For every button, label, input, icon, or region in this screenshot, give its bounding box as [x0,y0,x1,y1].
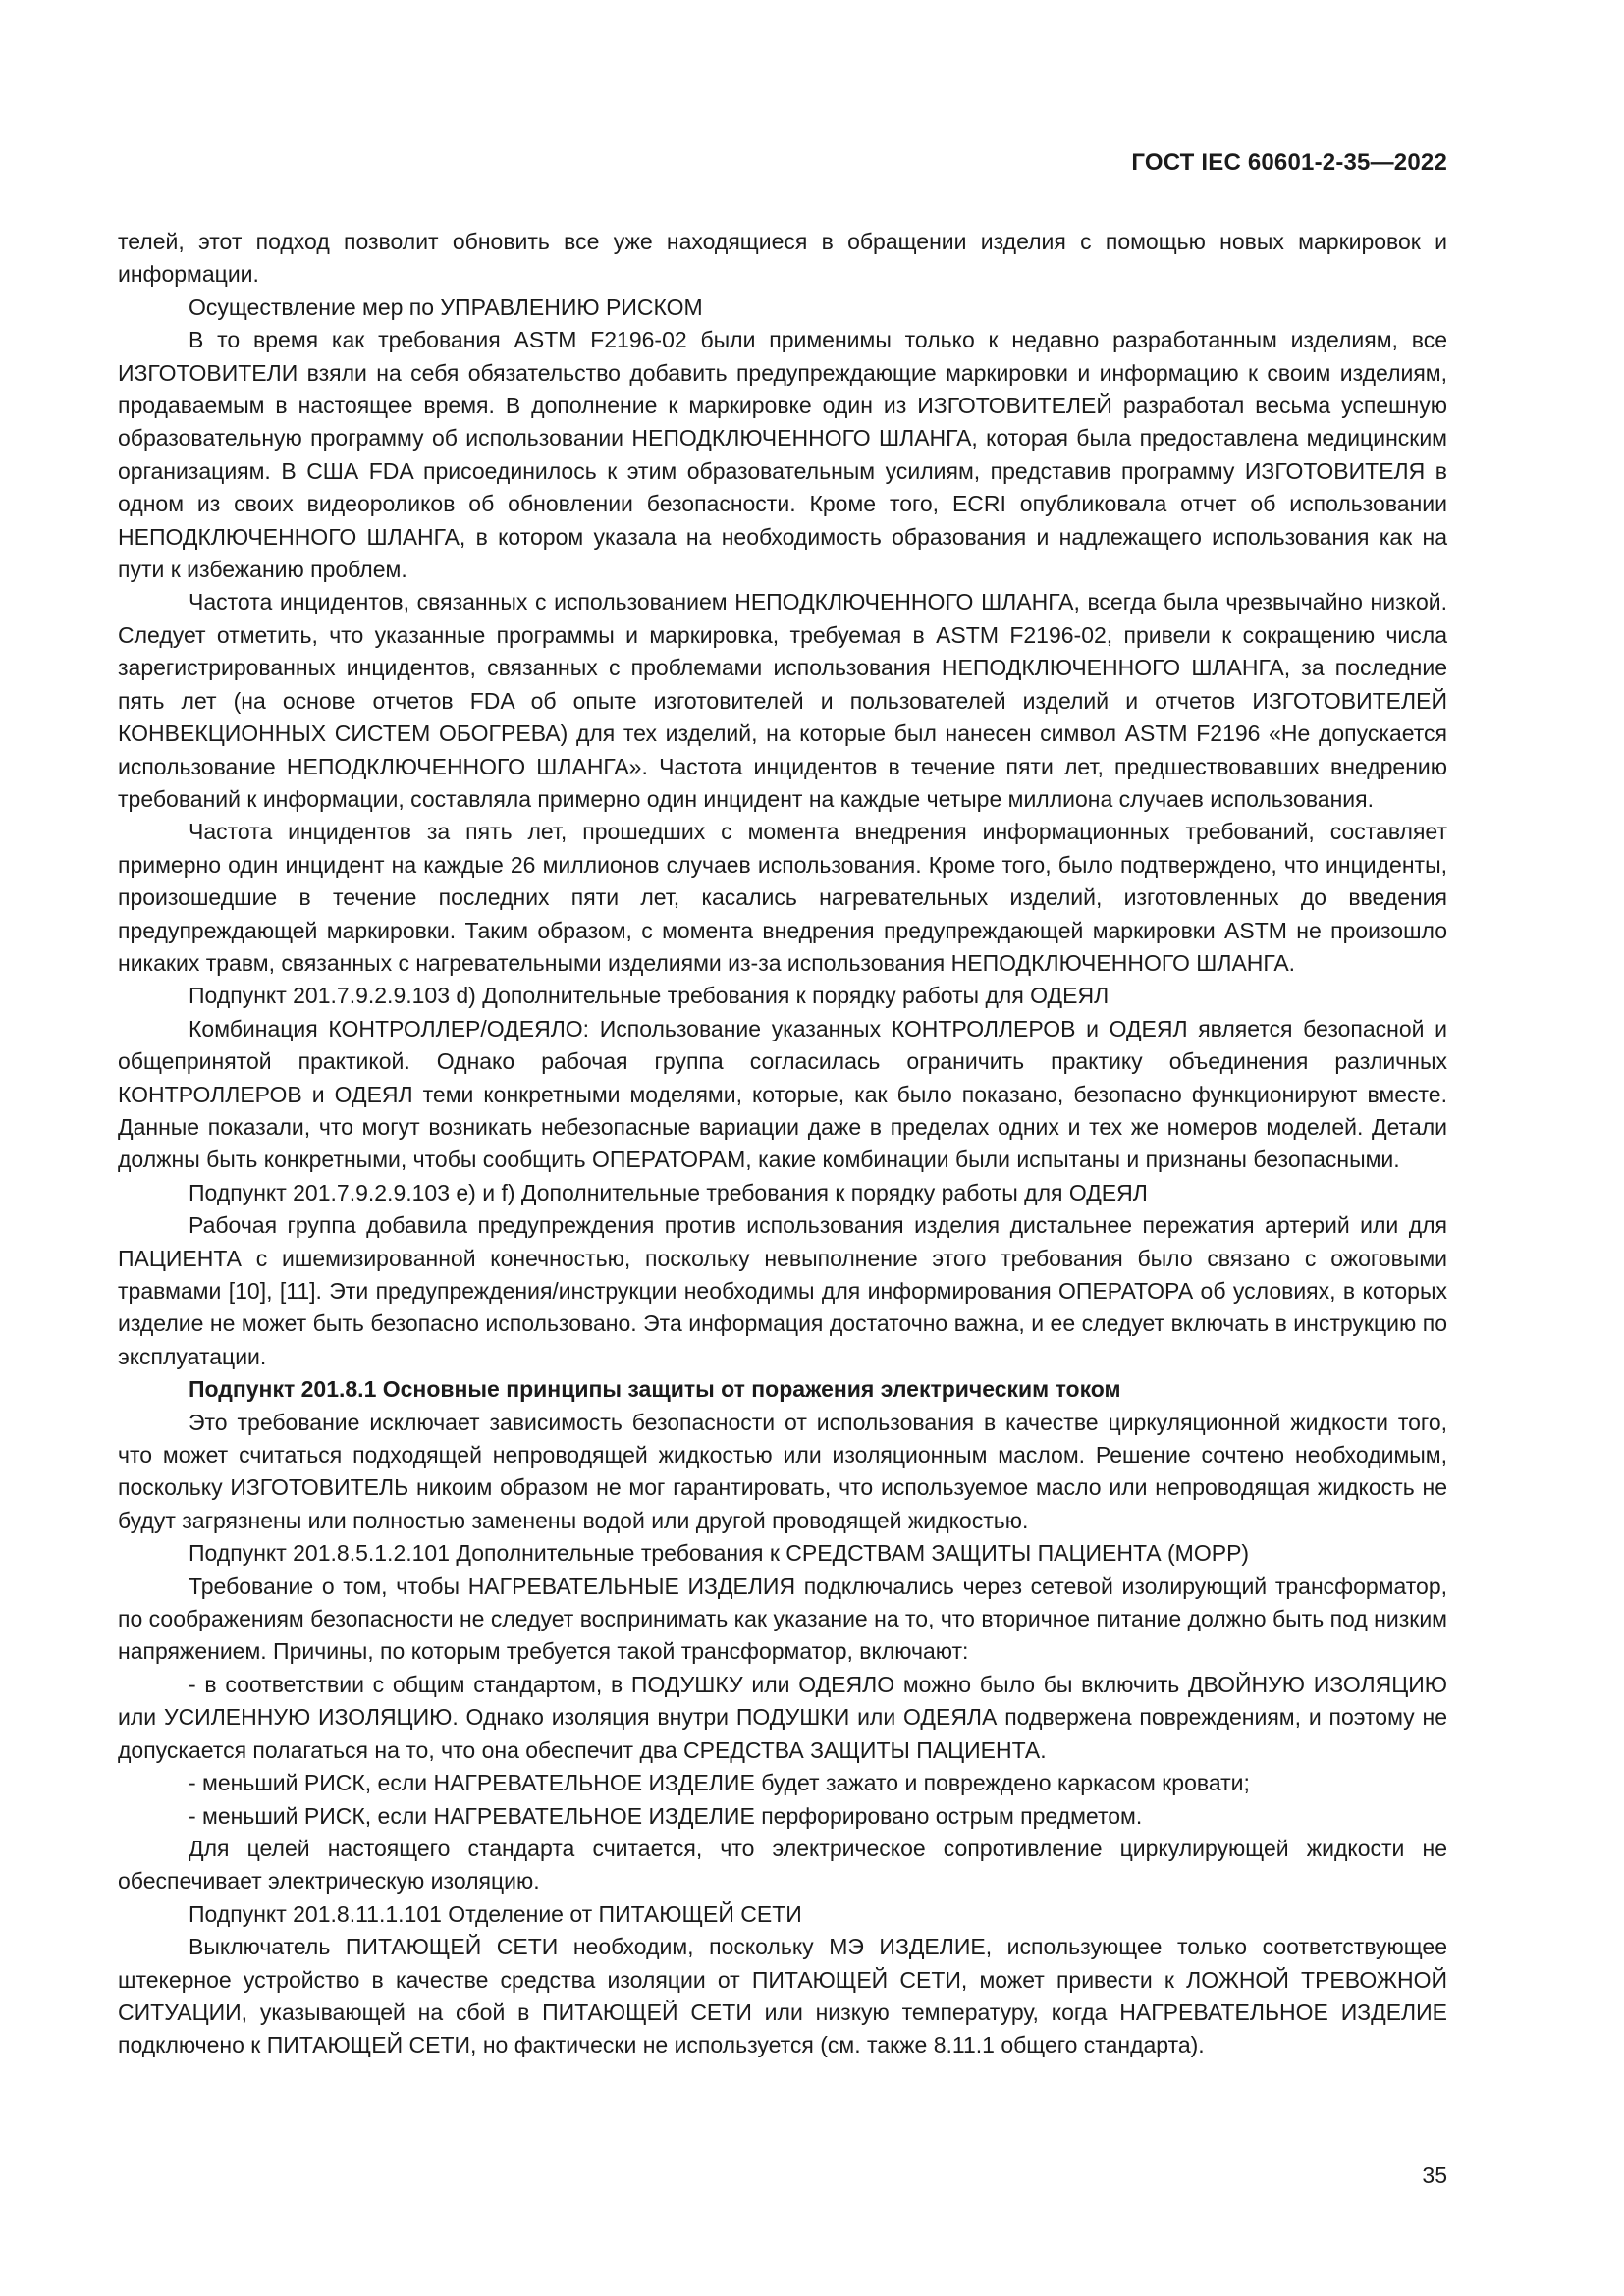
body-paragraph: Комбинация КОНТРОЛЛЕР/ОДЕЯЛО: Использование указанных КОНТРОЛЛЕРОВ и ОДЕЯЛ является безопасной и общепринятой практикой. Однако рабочая группа согласилась ограничить практику объединения различных КОНТРОЛЛЕРОВ и ОДЕЯЛ теми конкретными моделями, которые, как было показано, безопасно функционируют вместе. Данные показали, что могут возникать небезопасные вариации даже в пределах одних и тех же номеров моделей. Детали должны быть конкретными, чтобы сообщить ОПЕРАТОРАМ, какие комбинации были испытаны и признаны безопасными. [118,1015,1447,1173]
body-paragraph: - меньший РИСК, если НАГРЕВАТЕЛЬНОЕ ИЗДЕЛИЕ перфорировано острым предметом. [189,1802,1143,1829]
body-paragraph: Частота инцидентов за пять лет, прошедших с момента внедрения информационных требований, составляет примерно один инцидент на каждые 26 миллионов случаев использования. Кроме того, было подтверждено, что инциденты, произошедшие в течение последних пяти лет, касались нагревательных изделий, изготовленных до введения предупреждающей маркировки. Таким образом, с момента внедрения предупреждающей маркировки ASTM не произошло никаких травм, связанных с нагревательными изделиями из-за использования НЕПОДКЛЮЧЕННОГО ШЛАНГА. [118,819,1447,976]
body-paragraph: Подпункт 201.7.9.2.9.103 e) и f) Дополнительные требования к порядку работы для ОДЕЯЛ [189,1179,1148,1205]
body-paragraph: Требование о том, чтобы НАГРЕВАТЕЛЬНЫЕ ИЗДЕЛИЯ подключались через сетевой изолирующий трансформатор, по соображениям безопасности не следует воспринимать как указание на то, что вторичное питание должно быть под низким напряжением. Причины, по которым требуется такой трансформатор, включают: [118,1573,1447,1665]
body-paragraph: Подпункт 201.8.5.1.2.101 Дополнительные требования к СРЕДСТВАМ ЗАЩИТЫ ПАЦИЕНТА (МОРР) [189,1540,1250,1567]
body-paragraph: Подпункт 201.7.9.2.9.103 d) Дополнительные требования к порядку работы для ОДЕЯЛ [189,983,1110,1009]
body-paragraph: - меньший РИСК, если НАГРЕВАТЕЛЬНОЕ ИЗДЕЛИЕ будет зажато и повреждено каркасом кровати; [189,1770,1250,1796]
body-paragraph: Подпункт 201.8.11.1.101 Отделение от ПИТАЮЩЕЙ СЕТИ [189,1900,802,1927]
document-body [118,226,1447,2062]
body-paragraph: - в соответствии с общим стандартом, в ПОДУШКУ или ОДЕЯЛО можно было бы включить ДВОЙНУЮ ИЗОЛЯЦИЮ или УСИЛЕННУЮ ИЗОЛЯЦИЮ. Однако изоляция внутри ПОДУШКИ или ОДЕЯЛА подвержена повреждениям, и поэтому не допускается полагаться на то, что она обеспечит два СРЕДСТВА ЗАЩИТЫ ПАЦИЕНТА. [118,1671,1447,1763]
body-paragraph: Выключатель ПИТАЮЩЕЙ СЕТИ необходим, поскольку МЭ ИЗДЕЛИЕ, использующее только соответствующее штекерное устройство в качестве средства изоляции от ПИТАЮЩЕЙ СЕТИ, может привести к ЛОЖНОЙ ТРЕВОЖНОЙ СИТУАЦИИ, указывающей на сбой в ПИТАЮЩЕЙ СЕТИ или низкую температуру, когда НАГРЕВАТЕЛЬНОЕ ИЗДЕЛИЕ подключено к ПИТАЮЩЕЙ СЕТИ, но фактически не используется (см. также 8.11.1 общего стандарта). [118,1934,1447,2058]
body-paragraph: Это требование исключает зависимость безопасности от использования в качестве циркуляционной жидкости того, что может считаться подходящей непроводящей жидкостью или изоляционным маслом. Решение сочтено необходимым, поскольку ИЗГОТОВИТЕЛЬ никоим образом не мог гарантировать, что используемое масло или непроводящая жидкость не будут загрязнены или полностью заменены водой или другой проводящей жидкостью. [118,1409,1447,1533]
body-paragraph: телей, этот подход позволит обновить все уже находящиеся в обращении изделия с помощью новых маркировок и информации. [118,229,1447,288]
body-paragraph: В то время как требования ASTM F2196-02 были применимы только к недавно разработанным изделиям, все ИЗГОТОВИТЕЛИ взяли на себя обязательство добавить предупреждающие маркировки и информацию к своим изделиям, продаваемым в настоящее время. В дополнение к маркировке один из ИЗГОТОВИТЕЛЕЙ разработал весьма успешную образовательную программу об использовании НЕПОДКЛЮЧЕННОГО ШЛАНГА, которая была предоставлена медицинским организациям. В США FDA присоединилось к этим образовательным усилиям, представив программу ИЗГОТОВИТЕЛЯ в одном из своих видеороликов об обновлении безопасности. Кроме того, ECRI опубликовала отчет об использовании НЕПОДКЛЮЧЕННОГО ШЛАНГА, в котором указала на необходимость образования и надлежащего использования как на пути к избежанию проблем. [118,327,1447,583]
body-paragraph: Осуществление мер по УПРАВЛЕНИЮ РИСКОМ [189,294,703,320]
standard-header: ГОСТ IEC 60601-2-35—2022 [1131,149,1447,176]
body-paragraph: Частота инцидентов, связанных с использованием НЕПОДКЛЮЧЕННОГО ШЛАНГА, всегда была чрезвычайно низкой. Следует отметить, что указанные программы и маркировка, требуемая в ASTM F2196-02, привели к сокращению числа зарегистрированных инцидентов, связанных с проблемами использования НЕПОДКЛЮЧЕННОГО ШЛАНГА, за последние пять лет (на основе отчетов FDA об опыте изготовителей и пользователей изделий и отчетов ИЗГОТОВИТЕЛЕЙ КОНВЕКЦИОННЫХ СИСТЕМ ОБОГРЕВА) для тех изделий, на которые был нанесен символ ASTM F2196 «Не допускается использование НЕПОДКЛЮЧЕННОГО ШЛАНГА». Частота инцидентов в течение пяти лет, предшествовавших внедрению требований к информации, составляла примерно один инцидент на каждые четыре миллиона случаев использования. [118,589,1448,812]
page-number: 35 [1422,2163,1447,2188]
body-paragraph: Рабочая группа добавила предупреждения против использования изделия дистальнее пережатия артерий или для ПАЦИЕНТА с ишемизированной конечностью, поскольку невыполнение этого требования было связано с ожоговыми травмами [10], [11]. Эти предупреждения/инструкции необходимы для информирования ОПЕРАТОРА об условиях, в которых изделие не может быть безопасно использовано. Эта информация достаточно важна, и ее следует включать в инструкцию по эксплуатации. [118,1212,1447,1369]
body-paragraph: Для целей настоящего стандарта считается, что электрическое сопротивление циркулирующей жидкости не обеспечивает электрическую изоляцию. [118,1835,1447,1895]
section-heading: Подпункт 201.8.1 Основные принципы защиты от поражения электрическим током [189,1376,1121,1403]
